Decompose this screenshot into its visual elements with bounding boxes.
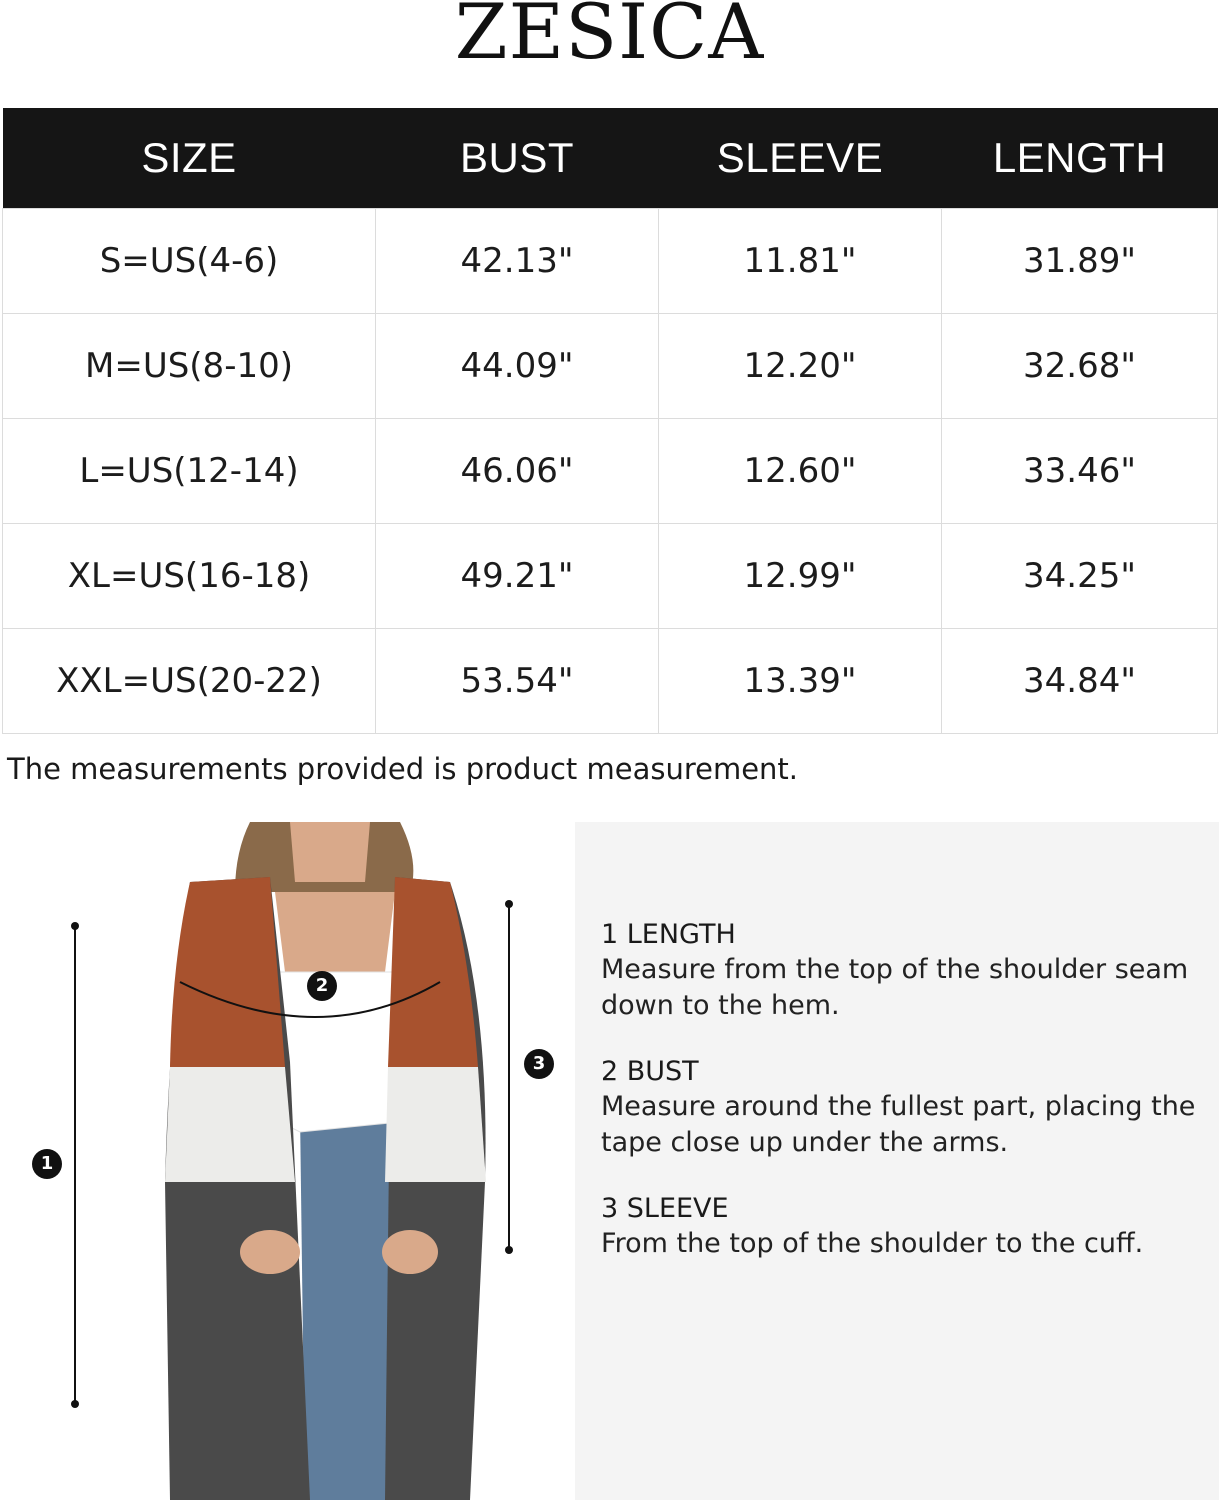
cell-length: 34.84" (942, 629, 1218, 734)
guide-length (601, 918, 1201, 1024)
guide-bust-title: 2 BUST (601, 1056, 699, 1087)
guide-sleeve-desc: From the top of the shoulder to the cuff. (601, 1228, 1144, 1259)
cell-length: 33.46" (942, 419, 1218, 524)
cell-bust: 42.13" (376, 209, 659, 314)
cell-size: XXL=US(20-22) (3, 629, 376, 734)
measurement-note: The measurements provided is product measurement. (7, 752, 799, 786)
header-length: LENGTH (942, 108, 1218, 209)
table-row (3, 629, 1218, 734)
cell-sleeve: 12.99" (659, 524, 942, 629)
cell-sleeve: 12.20" (659, 314, 942, 419)
cardigan-model-figure (0, 822, 575, 1500)
marker-sleeve: 3 (524, 1049, 554, 1079)
guide-bust-desc: Measure around the fullest part, placing the tape close up under the arms. (601, 1091, 1196, 1158)
size-chart-table (2, 108, 1218, 734)
marker-length: 1 (32, 1149, 62, 1179)
cell-sleeve: 12.60" (659, 419, 942, 524)
cell-bust: 49.21" (376, 524, 659, 629)
cell-sleeve: 11.81" (659, 209, 942, 314)
cell-length: 34.25" (942, 524, 1218, 629)
table-row (3, 314, 1218, 419)
cell-bust: 53.54" (376, 629, 659, 734)
brand-logo: ZESICA (454, 0, 765, 76)
guide-sleeve-title: 3 SLEEVE (601, 1193, 729, 1224)
table-header-row (3, 108, 1218, 209)
table-row (3, 209, 1218, 314)
cell-length: 32.68" (942, 314, 1218, 419)
cell-bust: 46.06" (376, 419, 659, 524)
model-illustration (0, 822, 575, 1500)
table-row (3, 524, 1218, 629)
cell-sleeve: 13.39" (659, 629, 942, 734)
guide-length-desc: Measure from the top of the shoulder seam down to the hem. (601, 954, 1189, 1021)
cell-size: XL=US(16-18) (3, 524, 376, 629)
guide-bust (601, 1055, 1201, 1161)
guide-length-title: 1 LENGTH (601, 919, 736, 950)
measurement-guide-panel (575, 822, 1219, 1500)
table-row (3, 419, 1218, 524)
header-sleeve: SLEEVE (659, 108, 942, 209)
guide-sleeve (601, 1192, 1201, 1262)
header-size: SIZE (3, 108, 376, 209)
cell-bust: 44.09" (376, 314, 659, 419)
cell-size: S=US(4-6) (3, 209, 376, 314)
cell-size: L=US(12-14) (3, 419, 376, 524)
cell-length: 31.89" (942, 209, 1218, 314)
marker-bust: 2 (307, 971, 337, 1001)
cell-size: M=US(8-10) (3, 314, 376, 419)
header-bust: BUST (376, 108, 659, 209)
